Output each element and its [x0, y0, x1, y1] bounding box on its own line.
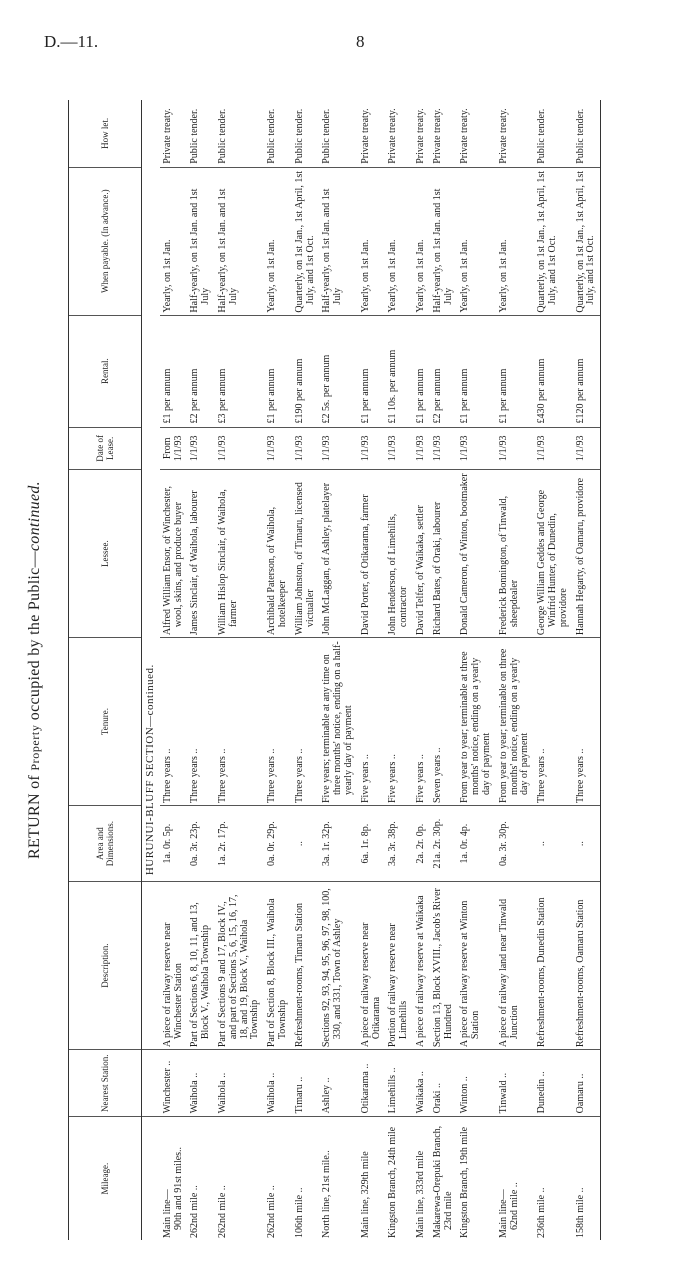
cell-payable: Half-yearly, on 1st Jan. and 1st July [430, 167, 458, 315]
cell-howlet: Public tender. [573, 100, 601, 167]
cell-payable: Yearly, on 1st Jan. [358, 167, 386, 315]
table-row [534, 100, 572, 1240]
cell-payable: Half-yearly, on 1st Jan. and 1st July [319, 167, 357, 315]
cell-date: 1/1/93 [573, 427, 601, 470]
cell-howlet: Public tender. [187, 100, 215, 167]
section-heading-row [142, 100, 160, 1240]
cell-area: 2a. 2r. 0p. [413, 806, 430, 882]
cell-lessee: Archibald Paterson, of Waihola, hotelkeeper [264, 470, 292, 638]
section-heading: HURUNUI-BLUFF SECTION—continued. [142, 100, 160, 882]
cell-howlet: Private treaty. [385, 100, 413, 167]
cell-howlet: Public tender. [292, 100, 320, 167]
cell-area: .. [292, 806, 320, 882]
cell-rental: £430 per annum [534, 315, 572, 427]
cell-payable: Yearly, on 1st Jan. [160, 167, 188, 315]
cell-howlet: Private treaty. [413, 100, 430, 167]
cell-howlet: Public tender. [264, 100, 292, 167]
cell-tenure: Five years .. [385, 638, 413, 806]
col-mileage-header: Mileage. [69, 1117, 142, 1240]
cell-rental: £1 per annum [160, 315, 188, 427]
cell-description: A piece of railway reserve near Winchester Station [160, 882, 188, 1050]
cell-description: A piece of railway reserve near Otikarama [358, 882, 386, 1050]
table-row [187, 100, 215, 1240]
cell-lessee: David Porter, of Otikarama, farmer [358, 470, 386, 638]
table-row [319, 100, 357, 1240]
cell-date: 1/1/93 [496, 427, 534, 470]
cell-rental: £1 per annum [457, 315, 495, 427]
cell-rental: £1 per annum [496, 315, 534, 427]
cell-lessee: David Telfer, of Waikaka, settler [413, 470, 430, 638]
col-date-header: Date of Lease. [69, 427, 142, 470]
cell-area: 6a. 1r. 8p. [358, 806, 386, 882]
cell-date: 1/1/93 [534, 427, 572, 470]
cell-mileage: Kingston Branch, 19th mile [459, 1126, 471, 1238]
cell-description: Part of Section 8, Block III., Waihola Township [264, 882, 292, 1050]
cell-date: 1/1/93 [413, 427, 430, 470]
cell-howlet: Private treaty. [457, 100, 495, 167]
cell-station: Ashley .. [319, 1050, 357, 1117]
cell-mileage: 236th mile .. [536, 1187, 548, 1238]
cell-payable: Half-yearly, on 1st Jan. and 1st July [187, 167, 215, 315]
cell-area: .. [573, 806, 601, 882]
cell-rental: £1 10s. per annum [385, 315, 413, 427]
cell-station: Oamaru .. [573, 1050, 601, 1117]
cell-rental: £190 per annum [292, 315, 320, 427]
cell-tenure: Seven years .. [430, 638, 458, 806]
col-tenure-header: Tenure. [69, 638, 142, 806]
table-row [496, 100, 534, 1240]
cell-tenure: Three years .. [573, 638, 601, 806]
cell-station: Waihola .. [187, 1050, 215, 1117]
cell-description: Refreshment-rooms, Oamaru Station [573, 882, 601, 1050]
cell-tenure: Five years .. [358, 638, 386, 806]
cell-station: Waihola .. [264, 1050, 292, 1117]
cell-rental: £1 per annum [358, 315, 386, 427]
cell-howlet: Private treaty. [496, 100, 534, 167]
document-code: D.—11. [44, 32, 99, 51]
cell-description: A piece of railway land near Tinwald Junction [496, 882, 534, 1050]
cell-mileage: Kingston Branch, 24th mile [387, 1126, 399, 1238]
cell-station: Limehills .. [385, 1050, 413, 1117]
table-row [215, 100, 264, 1240]
rotated-table-block [26, 100, 646, 1240]
cell-mileage: 262nd mile .. [189, 1185, 201, 1238]
table-title [26, 100, 44, 1240]
cell-howlet: Private treaty. [430, 100, 458, 167]
cell-date: 1/1/93 [215, 427, 264, 470]
table-row [385, 100, 413, 1240]
table-row [292, 100, 320, 1240]
cell-description: A piece of railway reserve at Waikaka [413, 882, 430, 1050]
cell-date: 1/1/93 [292, 427, 320, 470]
col-area-header: Area and Dimensions. [69, 806, 142, 882]
title-prefix: RETURN of [26, 774, 43, 859]
cell-area: 0a. 0r. 29p. [264, 806, 292, 882]
cell-date: 1/1/93 [264, 427, 292, 470]
cell-lessee: Donald Cameron, of Winton, bootmaker [457, 470, 495, 638]
cell-description: Section 13, Block XVIII., Jacob's River Hundred [430, 882, 458, 1050]
cell-payable: Quarterly, on 1st Jan., 1st April, 1st July, and 1st Oct. [573, 167, 601, 315]
page-number: 8 [356, 32, 365, 51]
cell-station: Timaru .. [292, 1050, 320, 1117]
cell-lessee: James Sinclair, of Waihola, labourer [187, 470, 215, 638]
cell-lessee: George William Geddes and George Winfrid Hunter, of Dunedin, providore [534, 470, 572, 638]
cell-area: 3a. 3r. 38p. [385, 806, 413, 882]
table-row [264, 100, 292, 1240]
table-row [457, 100, 495, 1240]
cell-description: Portion of railway reserve near Limehills [385, 882, 413, 1050]
cell-station: Otikarama .. [358, 1050, 386, 1117]
col-payable-header: When payable. (In advance.) [69, 167, 142, 315]
cell-tenure: Three years .. [187, 638, 215, 806]
cell-howlet: Public tender. [215, 100, 264, 167]
col-description-header: Description. [69, 882, 142, 1050]
cell-date: 1/1/93 [358, 427, 386, 470]
cell-mileage: North line, 21st mile.. [321, 1150, 333, 1238]
cell-mileage: Makarewa-Orepuki Branch, 23rd mile [431, 1125, 454, 1238]
cell-payable: Quarterly, on 1st Jan., 1st April, 1st July, and 1st Oct. [292, 167, 320, 315]
cell-tenure: Five years; terminable at any time on three months' notice, ending on a half-yearly day of payment [319, 638, 357, 806]
cell-mileage: 262nd mile .. [266, 1185, 278, 1238]
cell-tenure: Three years .. [292, 638, 320, 806]
cell-lessee: Alfred William Ensor, of Winchester, wool, skins, and produce buyer [160, 470, 188, 638]
cell-mileage: Main line, 333rd mile [414, 1150, 426, 1238]
property-return-table [68, 100, 601, 1240]
cell-payable: Yearly, on 1st Jan. [264, 167, 292, 315]
cell-lessee: William Hislop Sinclair, of Waihola, farmer [215, 470, 264, 638]
table-row [413, 100, 430, 1240]
cell-description: A piece of railway reserve at Winton Station [457, 882, 495, 1050]
cell-howlet: Private treaty. [358, 100, 386, 167]
cell-rental: £1 per annum [413, 315, 430, 427]
cell-description: Sections 92, 93, 94, 95, 96, 97, 98, 100, 330, and 331, Town of Ashley [319, 882, 357, 1050]
col-lessee-header: Lessee. [69, 470, 142, 638]
cell-area: 0a. 3r. 30p. [496, 806, 534, 882]
cell-mileage: Main line, 329th mile [359, 1151, 371, 1238]
cell-station: Waihola .. [215, 1050, 264, 1117]
cell-rental: £2 per annum [430, 315, 458, 427]
cell-rental: £3 per annum [215, 315, 264, 427]
cell-tenure: Three years .. [160, 638, 188, 806]
cell-area: 1a. 0r. 4p. [457, 806, 495, 882]
table-row [160, 100, 188, 1240]
title-suffix: continued. [26, 481, 43, 552]
cell-station: Dunedin .. [534, 1050, 572, 1117]
cell-mileage: 158th mile .. [573, 1117, 601, 1240]
table-row [358, 100, 386, 1240]
cell-mileage: 106th mile .. [293, 1187, 305, 1238]
cell-rental: £2 per annum [187, 315, 215, 427]
cell-mileage: 262nd mile .. [216, 1185, 228, 1238]
table-row [430, 100, 458, 1240]
cell-station: Oraki .. [430, 1050, 458, 1117]
cell-area: 21a. 2r. 30p. [430, 806, 458, 882]
cell-mileage: Main line— 62nd mile .. [497, 1182, 520, 1238]
cell-date: 1/1/93 [385, 427, 413, 470]
cell-lessee: John McLaggan, of Ashley, platelayer [319, 470, 357, 638]
cell-howlet: Public tender. [319, 100, 357, 167]
cell-payable: Yearly, on 1st Jan. [413, 167, 430, 315]
cell-date: 1/1/93 [319, 427, 357, 470]
cell-rental: £2 5s. per annum [319, 315, 357, 427]
cell-howlet: Public tender. [534, 100, 572, 167]
cell-tenure: From year to year; terminable at three months' notice, ending on a yearly day of payment [457, 638, 495, 806]
cell-station: Waikaka .. [413, 1050, 430, 1117]
title-word: Property [28, 724, 42, 771]
cell-lessee: John Henderson, of Limehills, contractor [385, 470, 413, 638]
cell-payable: Yearly, on 1st Jan. [385, 167, 413, 315]
cell-lessee: Richard Bates, of Oraki, labourer [430, 470, 458, 638]
cell-area: 1a. 0r. 5p. [160, 806, 188, 882]
cell-area: 0a. 3r. 23p. [187, 806, 215, 882]
cell-tenure: Three years .. [264, 638, 292, 806]
cell-mileage: Main line— 90th and 91st miles.. [161, 1146, 184, 1238]
cell-howlet: Private treaty. [160, 100, 188, 167]
cell-area: 1a. 2r. 17p. [215, 806, 264, 882]
cell-tenure: Five years .. [413, 638, 430, 806]
cell-payable: Yearly, on 1st Jan. [496, 167, 534, 315]
cell-area: .. [534, 806, 572, 882]
cell-lessee: William Johnston, of Timaru, licensed victualler [292, 470, 320, 638]
cell-station: Winchester .. [160, 1050, 188, 1117]
cell-station: Tinwald .. [496, 1050, 534, 1117]
cell-description: Refreshment-rooms, Timaru Station [292, 882, 320, 1050]
cell-rental: £1 per annum [264, 315, 292, 427]
cell-tenure: From year to year; terminable on three months' notice, ending on a yearly day of payment [496, 638, 534, 806]
cell-lessee: Frederick Bonnington, of Tinwald, sheepdealer [496, 470, 534, 638]
cell-date: 1/1/93 [187, 427, 215, 470]
col-rental-header: Rental. [69, 315, 142, 427]
table-row [573, 100, 601, 1240]
cell-description: Part of Sections 9 and 17, Block IV., and part of Sections 5, 6, 15, 16, 17, 18, and 19, Block V., Waihola Township [215, 882, 264, 1050]
cell-date: 1/1/93 [430, 427, 458, 470]
title-middle: occupied by the Public— [26, 551, 43, 721]
cell-payable: Quarterly, on 1st Jan., 1st April, 1st July, and 1st Oct. [534, 167, 572, 315]
cell-date: From 1/1/93 [160, 427, 188, 470]
cell-tenure: Three years .. [215, 638, 264, 806]
cell-payable: Half-yearly, on 1st Jan. and 1st July [215, 167, 264, 315]
cell-payable: Yearly, on 1st Jan. [457, 167, 495, 315]
cell-lessee: Hannah Hegarty, of Oamaru, providore [573, 470, 601, 638]
cell-rental: £120 per annum [573, 315, 601, 427]
col-station-header: Nearest Station. [69, 1050, 142, 1117]
cell-description: Refreshment-rooms, Dunedin Station [534, 882, 572, 1050]
cell-station: Winton .. [457, 1050, 495, 1117]
cell-date: 1/1/93 [457, 427, 495, 470]
cell-description: Part of Sections 6, 8, 10, 11, and 13, Block V., Waihola Township [187, 882, 215, 1050]
cell-area: 3a. 1r. 32p. [319, 806, 357, 882]
header-row [69, 100, 142, 1240]
col-howlet-header: How let. [69, 100, 142, 167]
cell-tenure: Three years .. [534, 638, 572, 806]
